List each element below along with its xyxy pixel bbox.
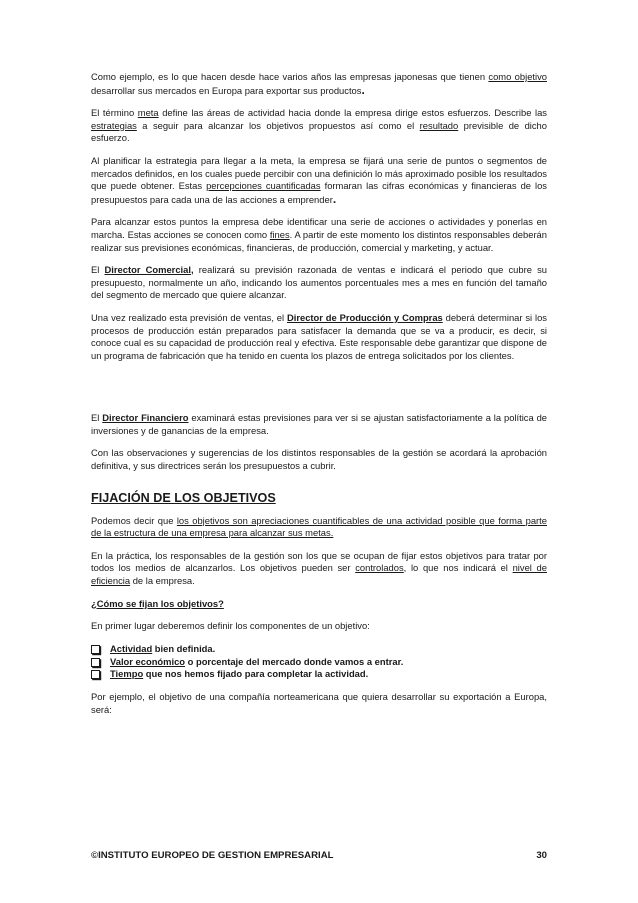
text: Podemos decir que [91, 514, 177, 526]
text: Para alcanzar estos puntos la empresa debe identificar una serie de acciones o actividades y ponerlas en marcha. Estas acciones se conocen como [91, 216, 547, 240]
paragraph-director-produccion [91, 312, 547, 362]
text: El [91, 264, 105, 276]
text: define las áreas de actividad hacia donde la empresa dirige estos esfuerzos. Describe las [158, 107, 547, 119]
paragraph-components: En primer lugar deberemos definir los componentes de un objetivo: [91, 620, 370, 632]
text: En la práctica, los responsables de la gestión son los que se ocupan de fijar estos objetivos para tratar por todos los medios de alcanzarlos. Los objetivos pueden ser [91, 549, 547, 574]
underlined-term: controlados [355, 562, 404, 574]
checkbox-bullet-icon [91, 658, 100, 667]
text: Una vez realizado esta previsión de ventas, el [91, 311, 287, 323]
paragraph-practice [91, 550, 547, 588]
checkbox-bullet-icon [91, 645, 100, 654]
paragraph-objectives-definition [91, 515, 547, 540]
underlined-term: Actividad [110, 642, 153, 654]
underlined-term: Tiempo [110, 668, 144, 680]
text: . A partir de este momento los distintos responsables deberán realizar sus previsiones económicas, financieras, de producción, comercial y marketing, y actuar. [91, 228, 547, 253]
text: examinará estas previsiones para ver si se ajustan satisfactoriamente a la política de inversiones y de ganancias de la empresa. [91, 412, 547, 436]
text: desarrollar sus mercados en Europa para exportar sus productos [91, 84, 362, 96]
text: que nos hemos fijado para completar la actividad. [143, 668, 369, 680]
paragraph-strategy [91, 155, 547, 206]
underlined-definition: los objetivos son apreciaciones cuantificables de una actividad posible que forma parte de la estructura de una empresa para alcanzar sus metas. [91, 514, 547, 539]
footer-institute: ©INSTITUTO EUROPEO DE GESTION EMPRESARIAL [91, 850, 334, 861]
page-content [91, 71, 547, 726]
text: . [361, 82, 365, 97]
underlined-term: estrategias [91, 119, 137, 131]
underlined-term: Valor económico [110, 655, 186, 667]
subheading-question: ¿Cómo se fijan los objetivos? [91, 597, 224, 609]
text: deberá determinar si los procesos de producción están preparados para satisfacer la demanda que se va a producir, es decir, si conoce cual es su capacidad de producción real y efectiva. Este responsable debe garantizar que dispone de un programa de fabricación que ha tenido en cuenta los plazos de entrega solicitados por los clientes. [91, 311, 547, 361]
paragraph-director-comercial [91, 264, 547, 302]
text: previsible de dicho esfuerzo. [91, 119, 547, 144]
checkbox-list [91, 643, 547, 681]
text: realizará su previsión razonada de ventas e indicará el periodo que cubre su presupuesto, normalmente un año, indicando los aumentos porcentuales mes a mes en función del tamaño del segmento de mercado que quiere alcanzar. [91, 264, 547, 301]
underlined-term: nivel de eficiencia [91, 562, 547, 587]
blank-space [91, 372, 547, 412]
checkbox-bullet-icon [91, 670, 100, 679]
list-item [91, 656, 547, 669]
list-item [91, 668, 547, 681]
underlined-term: como objetivo [488, 71, 547, 82]
paragraph-meta-definition [91, 107, 547, 145]
underlined-term: percepciones cuantificadas [206, 180, 321, 192]
text: . [332, 191, 337, 206]
page-number: 30 [536, 850, 547, 861]
text: bien definida. [152, 642, 216, 654]
text: o porcentaje del mercado donde vamos a entrar. [185, 655, 404, 667]
text: , [190, 264, 194, 276]
text: de la empresa. [130, 575, 195, 587]
underlined-role: Director de Producción y Compras [286, 311, 443, 323]
paragraph-example: Por ejemplo, el objetivo de una compañía norteamericana que quiera desarrollar su exportación a Europa, será: [91, 691, 547, 715]
text: Al planificar la estrategia para llegar a la meta, la empresa se fijará una serie de puntos o segmentos de mercados definidos, en los cuales puede percibir con una definición lo más aproximado posible los resultados que puede obtener. Estas [91, 154, 547, 192]
paragraph-approval: Con las observaciones y sugerencias de los distintos responsables de la gestión se acordará la aprobación definitiva, y sus directrices serán los presupuestos a cubrir. [91, 447, 547, 472]
text: formaran las cifras económicas y financieras de los presupuestos para cada una de las acciones a emprender [91, 180, 547, 205]
paragraph-director-financiero [91, 412, 547, 437]
text: a seguir para alcanzar los objetivos propuestos así como el [136, 119, 420, 131]
underlined-term: fines [269, 228, 290, 240]
paragraph-japanese-example [91, 71, 547, 97]
underlined-term: meta [137, 107, 159, 119]
text: , lo que nos indicará el [403, 562, 513, 574]
text: El término [91, 107, 138, 119]
underlined-role: Director Comercial [104, 264, 191, 276]
paragraph-actions [91, 216, 547, 254]
section-heading: FIJACIÓN DE LOS OBJETIVOS [91, 490, 276, 505]
page-footer [91, 850, 547, 861]
text: Como ejemplo, es lo que hacen desde hace varios años las empresas japonesas que tienen [91, 71, 489, 82]
underlined-role: Director Financiero [102, 412, 189, 424]
underlined-term: resultado [419, 119, 459, 131]
text: El [91, 412, 103, 424]
list-item [91, 643, 547, 656]
